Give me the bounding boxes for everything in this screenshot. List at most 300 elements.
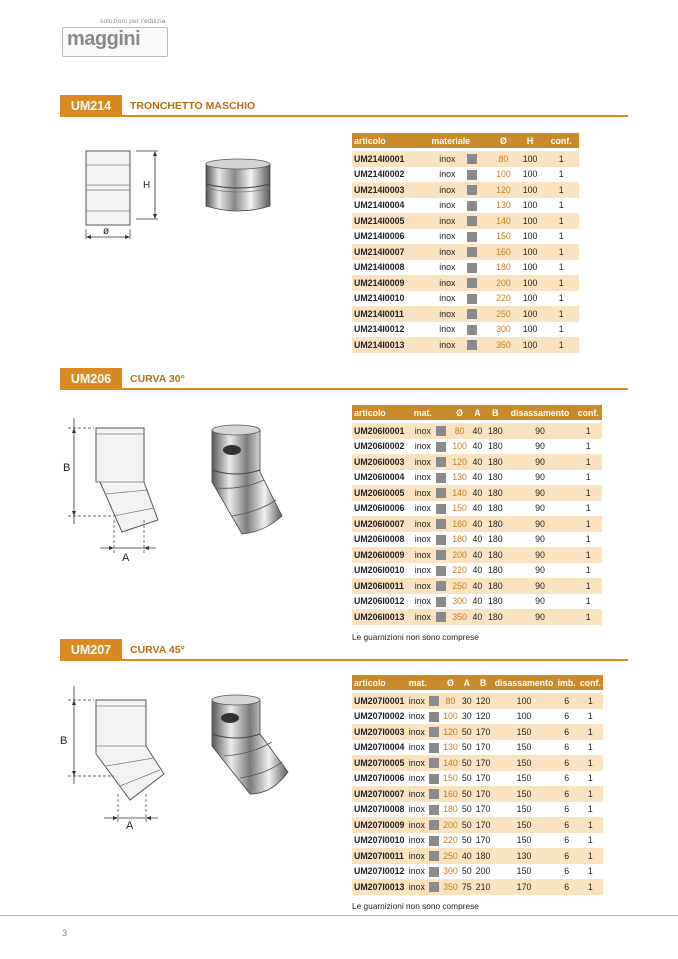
table-cell: inox [429,337,465,353]
table-cell: 100 [449,439,470,455]
footer-rule [0,915,678,916]
material-swatch [434,485,449,501]
table-row [352,423,602,439]
table-cell: 1 [574,454,602,470]
table-cell: 1 [578,709,603,725]
table-cell: inox [429,306,465,322]
um214-product-photo [200,156,276,218]
col-h: H [517,133,544,148]
um206-spec-table [352,405,602,625]
table-cell: 6 [556,755,578,771]
table-cell: inox [407,817,427,833]
material-swatch [465,275,490,291]
table-cell: inox [429,167,465,183]
table-cell: 1 [543,306,579,322]
table-cell: 90 [506,423,575,439]
section-code: UM206 [60,368,122,390]
article-code: UM206I0011 [352,578,412,594]
table-cell: 1 [543,337,579,353]
table-cell: 90 [506,609,575,625]
table-cell: 50 [460,771,474,787]
table-row [352,516,602,532]
table-cell: 1 [543,291,579,307]
article-code: UM207I0005 [352,755,407,771]
article-code: UM214I0009 [352,275,429,291]
table-cell: 1 [543,322,579,338]
material-swatch [427,786,441,802]
table-cell: 1 [578,802,603,818]
material-swatch [465,229,490,245]
table-cell: inox [412,485,434,501]
table-cell: 6 [556,709,578,725]
table-cell: 30 [460,693,474,709]
table-cell: 1 [574,470,602,486]
table-cell: 40 [470,470,485,486]
material-swatch [427,817,441,833]
table-cell: 170 [474,771,493,787]
material-swatch [434,547,449,563]
article-code: UM206I0012 [352,594,412,610]
col-a: A [460,675,474,690]
table-row [352,709,603,725]
table-cell: 40 [470,439,485,455]
table-row [352,291,579,307]
table-cell: 1 [578,817,603,833]
col-articolo: articolo [352,675,407,690]
table-cell: 180 [490,260,517,276]
table-cell: 100 [517,244,544,260]
table-row [352,563,602,579]
table-cell: 1 [574,563,602,579]
material-swatch [434,516,449,532]
table-row [352,501,602,517]
table-cell: 6 [556,740,578,756]
table-cell: 150 [490,229,517,245]
table-cell: 90 [506,516,575,532]
table-cell: 220 [490,291,517,307]
table-cell: 150 [441,771,460,787]
table-cell: 200 [441,817,460,833]
table-cell: 40 [470,516,485,532]
article-code: UM207I0006 [352,771,407,787]
material-swatch [427,802,441,818]
table-cell: 1 [543,213,579,229]
material-swatch [427,755,441,771]
table-cell: inox [407,848,427,864]
table-cell: inox [429,229,465,245]
table-cell: 1 [543,244,579,260]
table-cell: 100 [517,198,544,214]
material-swatch [434,563,449,579]
table-row [352,609,602,625]
table-cell: 50 [460,817,474,833]
table-cell: 170 [474,817,493,833]
table-cell: inox [429,260,465,276]
table-cell: 6 [556,817,578,833]
brand-logo [60,18,170,60]
article-code: UM207I0009 [352,817,407,833]
material-swatch [427,724,441,740]
section-header-um214 [60,95,628,117]
table-cell: 180 [485,439,506,455]
table-cell: 1 [574,516,602,532]
col-diameter: Ø [449,405,470,420]
table-cell: 180 [485,454,506,470]
article-code: UM214I0011 [352,306,429,322]
table-cell: inox [407,864,427,880]
article-code: UM207I0011 [352,848,407,864]
table-cell: 250 [490,306,517,322]
table-cell: 200 [474,864,493,880]
table-cell: 220 [449,563,470,579]
material-swatch [434,501,449,517]
table-cell: 90 [506,501,575,517]
table-cell: 150 [493,786,556,802]
table-cell: 1 [543,229,579,245]
table-cell: 1 [578,786,603,802]
um207-label-a: A [126,820,134,832]
table-row [352,275,579,291]
table-cell: 6 [556,771,578,787]
table-cell: 90 [506,532,575,548]
table-row [352,594,602,610]
table-cell: inox [407,879,427,895]
table-cell: 200 [490,275,517,291]
table-row [352,802,603,818]
table-cell: 100 [517,260,544,276]
material-swatch [427,848,441,864]
material-swatch [434,594,449,610]
um214-technical-drawing [78,145,168,245]
table-cell: 180 [485,547,506,563]
article-code: UM207I0003 [352,724,407,740]
table-cell: 40 [470,547,485,563]
table-cell: inox [407,724,427,740]
table-cell: 40 [470,578,485,594]
material-swatch [465,213,490,229]
table-cell: 1 [574,532,602,548]
table-cell: 160 [441,786,460,802]
table-cell: 1 [574,594,602,610]
table-row [352,213,579,229]
table-cell: inox [412,470,434,486]
table-cell: 1 [578,740,603,756]
col-b: B [485,405,506,420]
material-swatch [465,291,490,307]
um206-technical-drawing [60,412,170,562]
table-row [352,470,602,486]
table-cell: inox [429,213,465,229]
table-cell: 180 [485,516,506,532]
table-cell: 100 [493,709,556,725]
table-cell: 170 [474,786,493,802]
table-row [352,693,603,709]
table-row [352,244,579,260]
table-cell: 150 [493,740,556,756]
table-cell: 150 [493,802,556,818]
table-cell: 130 [490,198,517,214]
table-cell: 180 [485,594,506,610]
table-row [352,547,602,563]
table-cell: 1 [574,485,602,501]
col-imb: imb. [556,675,578,690]
table-cell: 50 [460,786,474,802]
article-code: UM214I0002 [352,167,429,183]
table-cell: 1 [574,439,602,455]
table-cell: 170 [474,724,493,740]
article-code: UM214I0012 [352,322,429,338]
table-cell: 1 [578,848,603,864]
table-row [352,439,602,455]
table-cell: 90 [506,439,575,455]
table-row [352,532,602,548]
material-swatch [465,182,490,198]
article-code: UM214I0013 [352,337,429,353]
table-cell: 100 [517,167,544,183]
table-cell: 180 [485,485,506,501]
table-cell: 100 [517,213,544,229]
table-cell: 150 [493,771,556,787]
table-cell: 100 [517,275,544,291]
table-cell: 6 [556,864,578,880]
article-code: UM214I0003 [352,182,429,198]
col-diameter: Ø [441,675,460,690]
um214-label-diameter: ø [103,226,110,237]
table-cell: 150 [493,817,556,833]
material-swatch [465,306,490,322]
article-code: UM207I0007 [352,786,407,802]
brand-tagline: soluzioni per l'edilizia [100,18,166,25]
um207-product-photo [202,690,294,800]
table-cell: 90 [506,454,575,470]
table-cell: 200 [449,547,470,563]
table-cell: inox [407,709,427,725]
table-row [352,771,603,787]
table-cell: 100 [517,306,544,322]
table-cell: 100 [517,151,544,167]
table-cell: 1 [578,879,603,895]
article-code: UM214I0001 [352,151,429,167]
table-cell: 120 [474,709,493,725]
table-cell: 6 [556,724,578,740]
table-cell: 6 [556,848,578,864]
table-cell: 150 [449,501,470,517]
table-cell: 6 [556,786,578,802]
table-cell: 180 [485,470,506,486]
article-code: UM214I0005 [352,213,429,229]
table-cell: 170 [474,833,493,849]
table-cell: 300 [490,322,517,338]
article-code: UM206I0005 [352,485,412,501]
table-cell: 40 [470,501,485,517]
table-cell: 130 [441,740,460,756]
material-swatch [465,167,490,183]
table-cell: 130 [493,848,556,864]
material-swatch [427,771,441,787]
table-cell: 100 [517,337,544,353]
table-cell: 180 [441,802,460,818]
table-row [352,229,579,245]
article-code: UM214I0007 [352,244,429,260]
table-cell: 40 [470,423,485,439]
material-swatch [434,423,449,439]
col-disassamento: disassamento [493,675,556,690]
table-cell: 1 [543,182,579,198]
table-cell: 50 [460,864,474,880]
table-cell: 120 [474,693,493,709]
table-cell: 120 [449,454,470,470]
table-cell: 1 [578,833,603,849]
article-code: UM207I0010 [352,833,407,849]
table-row [352,260,579,276]
table-cell: 180 [485,609,506,625]
table-cell: 180 [485,501,506,517]
um207-note: Le guarnizioni non sono comprese [352,901,479,911]
table-cell: 1 [578,693,603,709]
table-cell: 180 [485,563,506,579]
table-cell: 1 [543,167,579,183]
col-mat: mat. [412,405,450,420]
table-cell: inox [407,740,427,756]
table-row [352,454,602,470]
section-header-um206 [60,368,628,390]
table-row [352,848,603,864]
table-row [352,833,603,849]
material-swatch [465,198,490,214]
table-cell: 100 [517,229,544,245]
article-code: UM206I0001 [352,423,412,439]
um206-label-b: B [63,462,71,474]
table-cell: 1 [578,755,603,771]
table-cell: inox [407,833,427,849]
table-row [352,337,579,353]
um214-spec-table [352,133,579,353]
article-code: UM206I0008 [352,532,412,548]
table-cell: 50 [460,740,474,756]
table-cell: 100 [517,322,544,338]
table-cell: inox [429,182,465,198]
table-cell: 40 [470,563,485,579]
table-cell: 40 [470,532,485,548]
table-cell: 40 [460,848,474,864]
material-swatch [465,260,490,276]
table-cell: 140 [449,485,470,501]
um207-label-b: B [60,735,68,747]
table-cell: 300 [449,594,470,610]
table-cell: inox [407,755,427,771]
table-cell: 90 [506,547,575,563]
material-swatch [427,740,441,756]
col-disassamento: disassamento [506,405,575,420]
material-swatch [434,532,449,548]
table-cell: 30 [460,709,474,725]
table-cell: 180 [485,578,506,594]
table-cell: 1 [578,724,603,740]
table-cell: 350 [449,609,470,625]
material-swatch [427,833,441,849]
table-cell: 1 [574,423,602,439]
table-cell: 140 [441,755,460,771]
table-cell: 80 [449,423,470,439]
brand-logo-text: maggini [67,28,141,50]
table-row [352,322,579,338]
material-swatch [427,879,441,895]
table-cell: 40 [470,485,485,501]
article-code: UM214I0006 [352,229,429,245]
table-cell: inox [407,771,427,787]
table-cell: inox [429,244,465,260]
material-swatch [434,454,449,470]
article-code: UM206I0002 [352,439,412,455]
table-row [352,198,579,214]
table-row [352,485,602,501]
table-cell: 90 [506,594,575,610]
table-cell: 1 [543,151,579,167]
table-row [352,151,579,167]
table-cell: 1 [543,260,579,276]
section-code: UM207 [60,639,122,661]
table-cell: inox [412,516,434,532]
table-cell: 150 [493,755,556,771]
table-cell: 250 [449,578,470,594]
section-title: TRONCHETTO MASCHIO [130,100,256,112]
um206-note: Le guarnizioni non sono comprese [352,632,479,642]
article-code: UM206I0010 [352,563,412,579]
section-title: CURVA 30° [130,373,185,385]
article-code: UM207I0004 [352,740,407,756]
material-swatch [427,864,441,880]
table-cell: 150 [493,833,556,849]
table-row [352,167,579,183]
table-cell: inox [429,322,465,338]
table-cell: inox [429,275,465,291]
table-cell: 160 [490,244,517,260]
table-cell: inox [412,439,434,455]
page-number: 3 [62,928,68,938]
table-cell: inox [412,609,434,625]
table-cell: 130 [449,470,470,486]
table-cell: 170 [493,879,556,895]
table-cell: 160 [449,516,470,532]
table-cell: 100 [493,693,556,709]
table-cell: 80 [490,151,517,167]
table-cell: 100 [490,167,517,183]
col-conf: conf. [574,405,602,420]
table-cell: 210 [474,879,493,895]
table-row [352,182,579,198]
section-header-um207 [60,639,628,661]
table-cell: 180 [485,423,506,439]
table-cell: inox [412,454,434,470]
col-conf: conf. [578,675,603,690]
table-cell: 180 [449,532,470,548]
table-cell: inox [412,547,434,563]
table-cell: 350 [490,337,517,353]
table-cell: 75 [460,879,474,895]
table-row [352,740,603,756]
article-code: UM207I0001 [352,693,407,709]
table-cell: inox [412,532,434,548]
table-cell: 1 [574,609,602,625]
table-cell: 80 [441,693,460,709]
article-code: UM206I0009 [352,547,412,563]
table-row [352,306,579,322]
table-cell: 170 [474,755,493,771]
article-code: UM207I0002 [352,709,407,725]
table-cell: 100 [441,709,460,725]
material-swatch [427,709,441,725]
table-cell: 6 [556,693,578,709]
